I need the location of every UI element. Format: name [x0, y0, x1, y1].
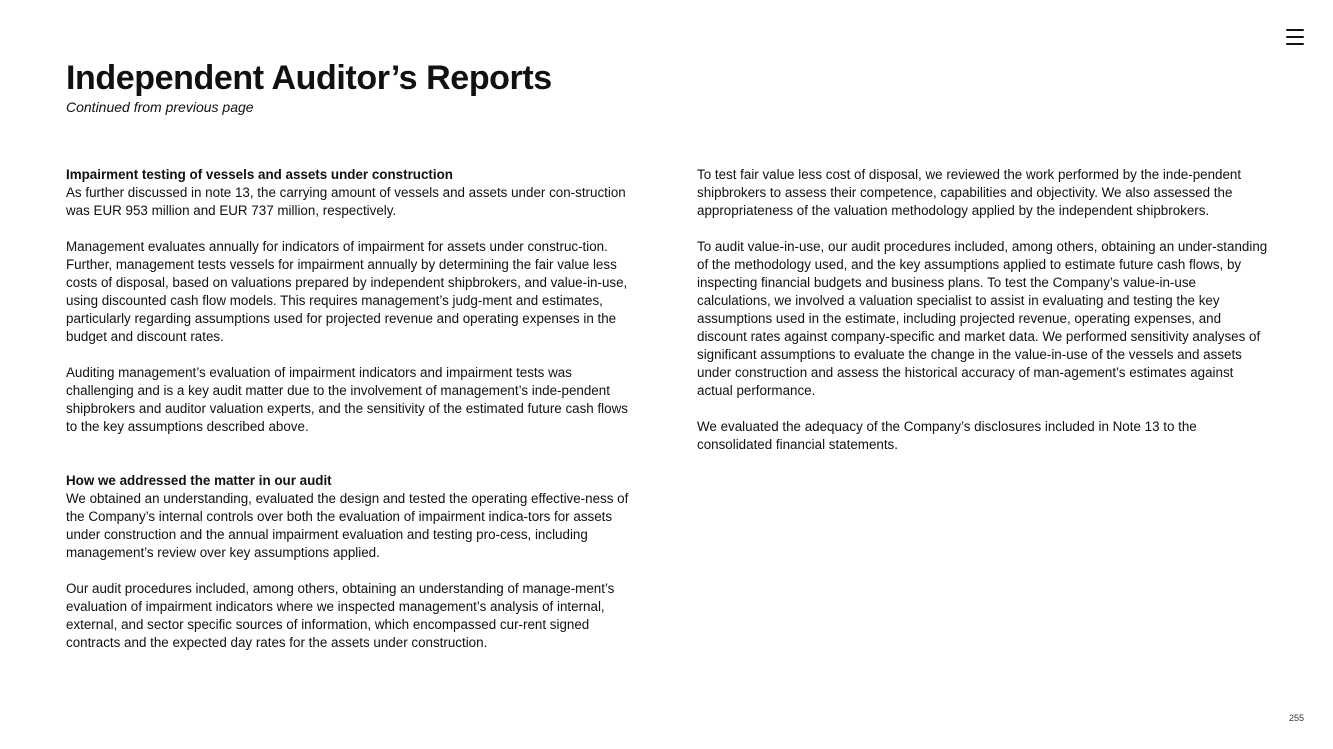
- menu-icon-bar: [1286, 43, 1304, 45]
- section-heading-impairment-testing: Impairment testing of vessels and assets under construction: [66, 167, 453, 182]
- paragraph: Management evaluates annually for indicators of impairment for assets under construc-tion. Further, management tests vessels for impairment annually by determining the fair value less costs of disposal, based on valuations prepared by independent shipbrokers, and value-in-use, using discounted cash flow models. This requires management’s judg-ment and estimates, particularly regarding assumptions used for projected revenue and operating expenses in the budget and discount rates.: [66, 239, 628, 344]
- section-heading-how-we-addressed: How we addressed the matter in our audit: [66, 473, 332, 488]
- paragraph: To audit value-in-use, our audit procedures included, among others, obtaining an under-standing of the methodology used, and the key assumptions applied to estimate future cash flows, by inspecting financial budgets and business plans. To test the Company’s value-in-use calculations, we involved a valuation specialist to assist in evaluating and testing the key assumptions used in the estimate, including projected revenue, operating expenses, and discount rates against company-specific and market data. We performed sensitivity analyses of significant assumptions to evaluate the change in the value-in-use of the vessels and assets under construction and assess the historical accuracy of man-agement’s estimates against actual performance.: [697, 239, 1268, 398]
- paragraph: To test fair value less cost of disposal, we reviewed the work performed by the inde-pendent shipbrokers to assess their competence, capabilities and objectivity. We also assessed the appropriateness of the valuation methodology applied by the independent shipbrokers.: [697, 167, 1242, 218]
- paragraph: As further discussed in note 13, the carrying amount of vessels and assets under con-struction was EUR 953 million and EUR 737 million, respectively.: [66, 185, 626, 218]
- paragraph: We evaluated the adequacy of the Company’s disclosures included in Note 13 to the consolidated financial statements.: [697, 419, 1197, 452]
- paragraph: Our audit procedures included, among others, obtaining an understanding of manage-ment’s evaluation of impairment indicators where we inspected management’s analysis of internal, external, and sector specific sources of information, which encompassed cur-rent signed contracts and the expected day rates for the assets under construction.: [66, 581, 615, 650]
- page-subtitle: Continued from previous page: [66, 99, 254, 115]
- left-column: [66, 166, 640, 652]
- page-title: Independent Auditor’s Reports: [66, 59, 552, 97]
- page-number: 255: [1289, 713, 1305, 723]
- paragraph: We obtained an understanding, evaluated the design and tested the operating effective-ness of the Company’s internal controls over both the evaluation of impairment indica-tors for assets under construction and the annual impairment evaluation and testing pro-cess, including management’s review over key assumptions applied.: [66, 491, 629, 560]
- menu-icon-bar: [1286, 29, 1304, 31]
- right-column: [697, 166, 1271, 454]
- hamburger-menu-icon[interactable]: [1284, 26, 1308, 48]
- paragraph: Auditing management’s evaluation of impairment indicators and impairment tests was challenging and is a key audit matter due to the involvement of management’s inde-pendent shipbrokers and auditor valuation experts, and the sensitivity of the estimated future cash flows to the key assumptions described above.: [66, 365, 628, 434]
- menu-icon-bar: [1286, 36, 1304, 38]
